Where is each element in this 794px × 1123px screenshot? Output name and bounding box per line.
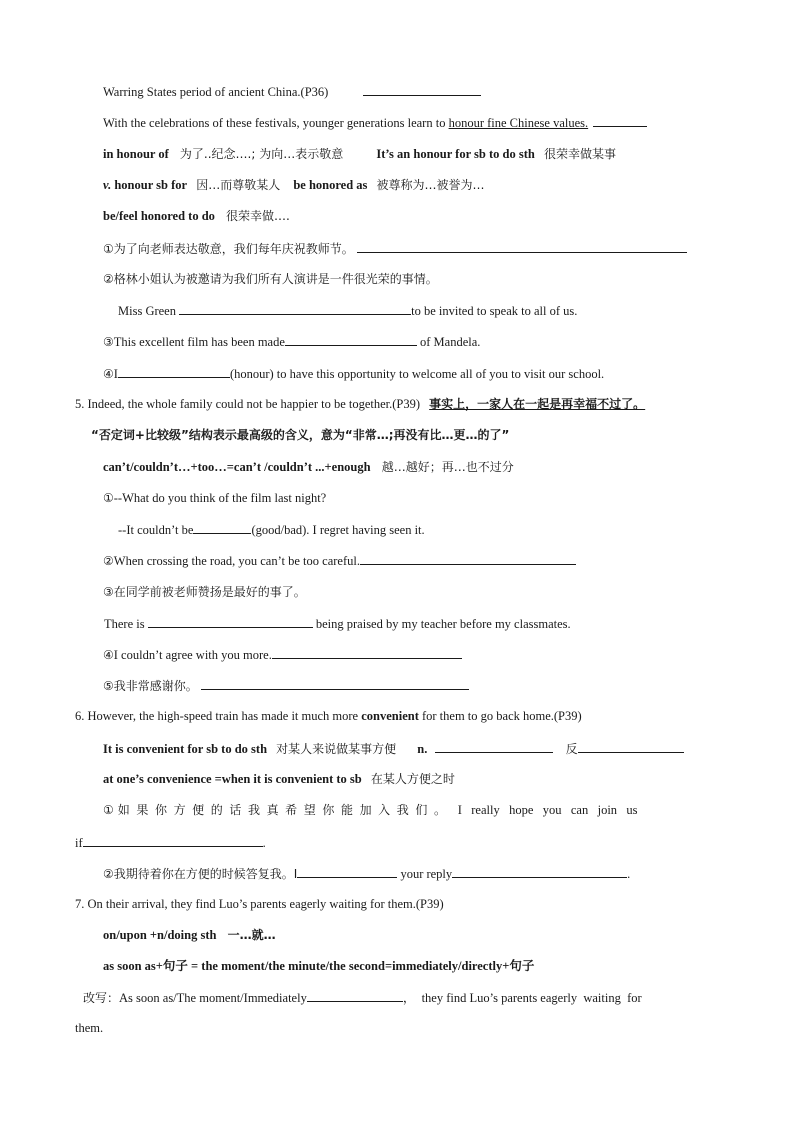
text-line: them. [75, 1021, 104, 1035]
exercise-item: ③在同学前被老师赞扬是最好的事了。 [103, 585, 306, 599]
text-line: on/upon +n/doing sth 一…就… [103, 928, 276, 942]
answer-blank[interactable] [435, 740, 553, 753]
answer-blank[interactable] [201, 677, 469, 690]
sentence-5: 5. Indeed, the whole family could not be happier to be together.(P39) 事实上，一家人在一起是再幸福不过了。 [75, 397, 646, 411]
text-line: at one’s convenience =when it is convenient to sb 在某人方便之时 [103, 772, 455, 786]
text-line: With the celebrations of these festivals, younger generations learn to honour fine Chinese values. [103, 114, 647, 131]
text-line: as soon as+句子 = the moment/the minute/the second=immediately/directly+句子 [103, 959, 535, 973]
text-line: It is convenient for sb to do sth 对某人来说做某事方便 n. 反 [103, 740, 684, 757]
text-line: can’t/couldn’t…+too…=can’t /couldn’t ...+enough 越…越好；再…也不过分 [103, 460, 514, 474]
exercise-item: if . [75, 836, 266, 850]
answer-blank[interactable] [285, 333, 417, 346]
exercise-item: ① 如果你方便的话我真希望你能加入我们。 I really hope you can join us [103, 803, 638, 817]
exercise-item: ②格林小姐认为被邀请为我们所有人演讲是一件很光荣的事情。 [103, 272, 438, 286]
exercise-item: ④I (honour) to have this opportunity to welcome all of you to visit our school. [103, 367, 605, 381]
answer-blank[interactable] [357, 240, 687, 253]
answer-blank[interactable] [118, 365, 230, 378]
text-line: “否定词+比较级”结构表示最高级的含义，意为“非常…;再没有比…更…的了” [91, 428, 510, 442]
answer-blank[interactable] [360, 552, 576, 565]
exercise-item: There is being praised by my teacher before my classmates. [104, 617, 571, 631]
exercise-item: ①为了向老师表达敬意，我们每年庆祝教师节。 [103, 240, 687, 257]
exercise-item: ②When crossing the road, you can’t be too careful. [103, 552, 576, 569]
text-line: Warring States period of ancient China.(P36) [103, 83, 481, 100]
sentence-6: 6. However, the high-speed train has made it much more convenient for them to go back home.(P39) [75, 709, 582, 723]
answer-blank[interactable] [363, 83, 481, 96]
answer-blank[interactable] [193, 521, 251, 534]
exercise-item: ①--What do you think of the film last night? [103, 491, 327, 505]
answer-blank[interactable] [148, 615, 313, 628]
text-line: v. honour sb for 因…而尊敬某人 be honored as 被尊称为…被誉为… [103, 178, 485, 192]
exercise-item: Miss Green to be invited to speak to all of us. [118, 304, 578, 318]
answer-blank[interactable] [179, 302, 411, 315]
answer-blank[interactable] [83, 834, 263, 847]
rewrite-item: 改写：As soon as/The moment/Immediately ， they find Luo’s parents eagerly waiting for [83, 991, 642, 1005]
exercise-item: ④I couldn’t agree with you more. [103, 646, 462, 663]
text-line: in honour of 为了..纪念….; 为向…表示敬意 It’s an honour for sb to do sth 很荣幸做某事 [103, 147, 616, 161]
answer-blank[interactable] [452, 865, 627, 878]
answer-blank[interactable] [593, 114, 647, 127]
answer-blank[interactable] [272, 646, 462, 659]
exercise-item: ③This excellent film has been made of Mandela. [103, 335, 481, 349]
text-line: be/feel honored to do 很荣幸做…. [103, 209, 290, 223]
exercise-item: ⑤我非常感谢你。 [103, 677, 469, 694]
answer-blank[interactable] [307, 989, 403, 1002]
answer-blank[interactable] [578, 740, 684, 753]
exercise-item: ②我期待着你在方便的时候答复我。I your reply . [103, 867, 631, 881]
answer-blank[interactable] [297, 865, 397, 878]
exercise-item: --It couldn’t be (good/bad). I regret having seen it. [118, 523, 425, 537]
sentence-7: 7. On their arrival, they find Luo’s parents eagerly waiting for them.(P39) [75, 897, 444, 911]
